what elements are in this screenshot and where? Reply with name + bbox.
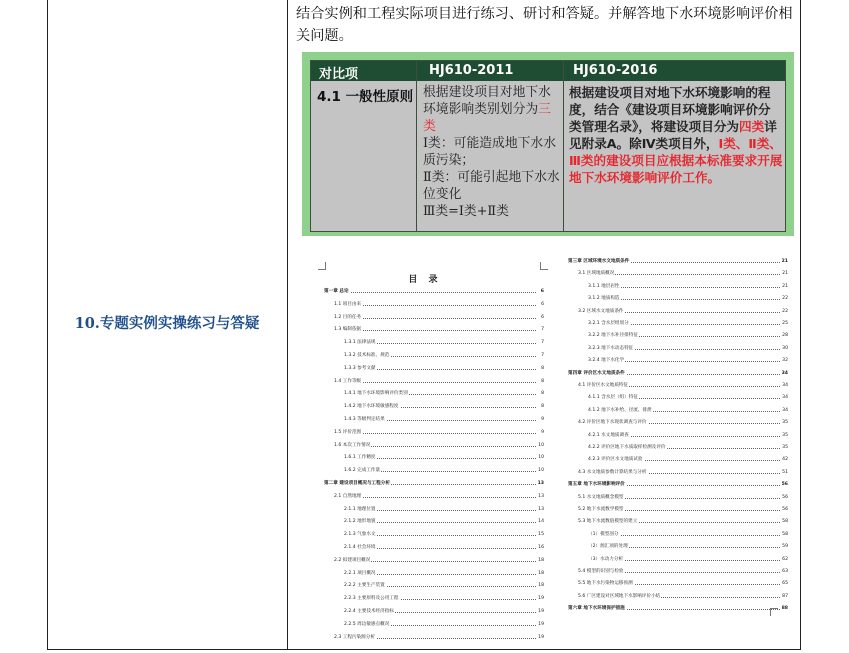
toc-row	[304, 531, 546, 539]
old-line: Ⅲ类=I类+Ⅱ类	[423, 204, 509, 219]
toc-entry-page: 30	[782, 345, 788, 351]
toc-row	[548, 543, 790, 551]
toc-row	[548, 494, 790, 502]
toc-entry-title: 3.2.1 含水层组划分	[588, 321, 629, 326]
toc-page-left	[304, 248, 546, 640]
old-text: 根据建设项目对地下水环境影响类别划分为	[423, 85, 551, 117]
toc-row	[548, 556, 790, 564]
toc-entry-page: 28	[782, 333, 788, 339]
toc-entry-page: 8	[541, 378, 544, 384]
toc-entry-title: 第三章 区域环境水文地质条件	[568, 259, 630, 264]
toc-entry-page: 25	[782, 321, 788, 326]
toc-entry-title: 3.1.2 地质构造	[588, 296, 620, 302]
toc-entry-title: 1.4.3 等级判定结果	[344, 417, 385, 422]
toc-entry-title: 1.3.2 技术标准、规范	[344, 353, 390, 358]
toc-row	[304, 390, 546, 398]
toc-entry-title: 2.1.3 气象水文	[344, 532, 376, 538]
toc-row	[548, 332, 790, 340]
toc-entry-page: 13	[538, 506, 544, 512]
toc-entry-page: 8	[541, 365, 544, 371]
toc-row	[304, 339, 546, 347]
header-old-standard: HJ610-2011	[429, 63, 514, 78]
toc-row	[548, 419, 790, 427]
toc-entry-title: （3）水动力分析	[588, 556, 624, 562]
toc-entry-title: 2.1.2 地形地貌	[344, 519, 376, 525]
toc-row	[304, 416, 546, 424]
comparison-header-row	[311, 61, 785, 81]
toc-entry-page: 18	[538, 557, 544, 563]
toc-row	[548, 481, 790, 489]
comparison-col-sep	[416, 61, 417, 231]
toc-entry-title: 4.2.1 水文地质调查	[588, 432, 629, 438]
toc-row	[304, 595, 546, 603]
toc-entry-page: 7	[541, 353, 544, 358]
toc-entry-page: 32	[782, 358, 788, 364]
toc-entry-page: 10	[538, 468, 544, 474]
toc-entry-title: 4.1 评价区水文地质特征	[578, 383, 629, 388]
toc-entry-title: 3.2 区域水文地质条件	[578, 308, 624, 314]
toc-entry-page: 21	[782, 271, 788, 277]
toc-row	[548, 308, 790, 316]
section-title: 10.专题实例实操练习与答疑	[74, 315, 260, 332]
toc-entry-title: 2.2.3 主要原料及公用工程	[344, 596, 399, 602]
toc-row	[548, 568, 790, 576]
toc-row	[548, 357, 790, 365]
toc-entry-title: 5.6 厂区建设对区域地下水影响评价小结	[578, 593, 661, 599]
toc-entry-page: 7	[541, 340, 544, 346]
toc-row	[304, 314, 546, 322]
toc-entry-page: 34	[782, 407, 788, 413]
toc-entry-title: 1.4 工作等级	[334, 378, 362, 384]
toc-row	[304, 442, 546, 450]
toc-entry-title: 1.6.1 工作精度	[344, 455, 376, 461]
toc-row	[548, 432, 790, 440]
toc-entry-title: 2.2.1 项目概况	[344, 570, 376, 576]
toc-entry-page: 15	[538, 532, 544, 538]
toc-row	[304, 403, 546, 411]
toc-entry-page: 22	[782, 296, 788, 302]
toc-entry-page: 8	[541, 391, 544, 397]
toc-row	[304, 467, 546, 475]
toc-row	[304, 326, 546, 334]
toc-entry-title: 第五章 地下水环境影响评价	[568, 482, 625, 488]
new-text-highlight: 四类	[739, 119, 765, 134]
toc-row	[304, 506, 546, 514]
old-text-highlight: 三类	[423, 102, 551, 134]
toc-entry-title: 2.1.4 社会环境	[344, 545, 376, 550]
toc-row	[548, 258, 790, 266]
new-text: 详见附录A。除Ⅳ类项目外，	[569, 119, 777, 151]
toc-entry-page: 51	[782, 469, 788, 475]
comparison-col-sep	[563, 61, 564, 231]
toc-row	[548, 320, 790, 328]
toc-row	[548, 593, 790, 601]
toc-row	[548, 580, 790, 588]
toc-entry-title: 5.5 地下水污染物运移预测	[578, 581, 633, 587]
toc-entry-title: 1.4.1 地下水环境影响评价类别	[344, 391, 408, 397]
toc-entry-page: 14	[538, 519, 544, 525]
toc-entry-title: 3.1.1 地层岩性	[588, 283, 620, 289]
toc-entry-title: 4.2.3 评价区水文地质试验	[588, 457, 643, 463]
toc-row	[548, 506, 790, 514]
toc-entry-page: 42	[782, 457, 788, 463]
toc-row	[548, 270, 790, 278]
toc-entry-title: 第四章 评价区水文地质条件	[568, 370, 625, 376]
toc-entry-page: 35	[782, 420, 788, 426]
toc-entry-title: 第六章 地下水环境保护措施	[568, 606, 625, 612]
toc-entry-title: 1.4.2 地下水环境敏感程度	[344, 404, 399, 410]
toc-row	[304, 634, 546, 642]
toc-entry-title: 4.1.1 含水层（组）特征	[588, 395, 638, 401]
toc-row	[304, 493, 546, 501]
toc-entry-title: 2.1 自然地理	[334, 493, 362, 499]
toc-row	[548, 444, 790, 452]
toc-entry-title: 4.2 评价区地下水现状调查与评价	[578, 420, 647, 426]
toc-row	[304, 544, 546, 552]
toc-row	[304, 301, 546, 309]
toc-leader	[334, 433, 536, 434]
toc-row	[548, 370, 790, 378]
toc-entry-page: 22	[782, 308, 788, 314]
toc-entry-page: 9	[541, 417, 544, 422]
intro-paragraph: 结合实例和工程实际项目进行练习、研讨和答疑。并解答地下水环境影响评价相关问题。	[296, 6, 793, 44]
toc-entry-title: 2.2.5 周边敏感点概况	[344, 621, 390, 627]
toc-leader	[334, 497, 536, 498]
comparison-table	[310, 60, 786, 232]
header-new-standard: HJ610-2016	[573, 63, 658, 78]
toc-leader	[334, 318, 536, 319]
toc-entry-page: 18	[538, 570, 544, 576]
toc-row	[304, 608, 546, 616]
toc-entry-page: 58	[782, 519, 788, 525]
toc-entry-page: 34	[781, 370, 788, 376]
toc-row	[304, 621, 546, 629]
toc-entry-page: 18	[538, 583, 544, 589]
toc-entry-page: 21	[781, 259, 788, 264]
toc-entry-title: 3.2.2 地下水补径排特征	[588, 333, 638, 339]
toc-row	[548, 605, 790, 613]
toc-entry-page: 56	[782, 507, 788, 512]
toc-row	[548, 456, 790, 464]
toc-entry-title: 1.1 项目由来	[334, 301, 362, 307]
toc-entry-page: 16	[538, 545, 544, 550]
toc-leader	[324, 292, 536, 293]
comparison-old-cell	[423, 84, 561, 220]
toc-entry-title: 5.2 地下水流数学模型	[578, 507, 624, 512]
toc-row	[304, 582, 546, 590]
toc-entry-page: 65	[782, 581, 788, 587]
toc-row	[304, 429, 546, 437]
toc-entry-title: 1.6.2 完成工作量	[344, 468, 381, 474]
toc-row	[304, 518, 546, 526]
toc-entry-page: 8	[541, 404, 544, 410]
toc-entry-page: 10	[538, 455, 544, 461]
toc-entry-page: 19	[538, 621, 544, 627]
page-corner-mark	[540, 262, 548, 270]
toc-entry-page: 6	[541, 314, 544, 320]
toc-row	[548, 518, 790, 526]
toc-entry-title: 5.3 地下水流数值模型的建立	[578, 519, 638, 525]
toc-entry-page: 7	[541, 327, 544, 333]
toc-row	[548, 283, 790, 291]
toc-row	[304, 570, 546, 578]
toc-row	[548, 345, 790, 353]
toc-entry-page: 87	[782, 593, 788, 599]
toc-entry-page: 58	[782, 531, 788, 537]
toc-entry-page: 21	[782, 283, 788, 289]
toc-entry-page: 35	[782, 445, 788, 450]
toc-row	[548, 394, 790, 402]
toc-entry-title: 第一章 总论	[324, 289, 349, 294]
toc-entry-page: 88	[781, 606, 788, 612]
toc-entry-title: 1.5 评价范围	[334, 429, 362, 435]
toc-entry-title: 第二章 建设项目概况与工程分析	[324, 481, 390, 486]
toc-entry-title: 5.1 水文地质概念模型	[578, 494, 624, 500]
new-text: 根据建设项目对地下水环境影响的程度，结合《建设项目环境影响评价分类管理名录》，将建设项目分为	[569, 85, 771, 134]
header-item: 对比项	[319, 67, 359, 82]
toc-entry-title: 1.3 编制依据	[334, 327, 362, 333]
toc-entry-page: 62	[782, 556, 788, 562]
toc-entry-title: 1.6 本次工作情况	[334, 442, 371, 448]
toc-row	[548, 407, 790, 415]
toc-entry-page: 34	[782, 395, 788, 401]
toc-entry-title: 3.2.3 地下水动态特征	[588, 345, 634, 351]
toc-page-right	[548, 248, 790, 628]
toc-entry-page: 19	[538, 596, 544, 602]
toc-row	[304, 365, 546, 373]
toc-entry-title: 1.3.1 法律法规	[344, 340, 376, 346]
old-line: I类：可能造成地下水水质污染；	[423, 136, 557, 168]
comparison-image	[302, 52, 794, 236]
toc-row	[548, 295, 790, 303]
toc-row	[548, 382, 790, 390]
toc-entry-page: 13	[538, 493, 544, 499]
toc-entry-title: 2.1.1 地理位置	[344, 506, 376, 512]
toc-entry-page: 13	[537, 481, 544, 486]
toc-row	[304, 454, 546, 462]
toc-entry-page: 56	[781, 482, 788, 488]
column-divider	[287, 0, 288, 650]
toc-row	[548, 531, 790, 539]
toc-row	[548, 469, 790, 477]
comparison-item: 4.1 一般性原则	[317, 89, 414, 105]
toc-leader	[334, 382, 536, 383]
toc-row	[304, 480, 546, 488]
toc-entry-title: 1.3.3 参考文献	[344, 365, 376, 371]
toc-entry-page: 56	[782, 494, 788, 500]
toc-leader	[334, 330, 536, 331]
toc-entry-title: 2.3 工程污染源分析	[334, 634, 375, 640]
toc-entry-page: 35	[782, 432, 788, 438]
toc-entry-title: 5.4 模型的识别与检验	[578, 569, 624, 574]
toc-entry-title: 4.1.2 地下水补给、径流、排泄	[588, 407, 652, 413]
toc-entry-page: 63	[782, 569, 788, 574]
page-corner-mark	[318, 262, 326, 270]
toc-leader	[334, 305, 536, 306]
toc-entry-page: 34	[782, 383, 788, 388]
toc-entry-title: 3.1 区域地质概况	[578, 271, 615, 277]
toc-row	[304, 557, 546, 565]
toc-entry-page: 6	[541, 301, 544, 307]
toc-entry-title: 2.2.2 主要生产装置	[344, 583, 385, 589]
toc-row	[304, 378, 546, 386]
toc-entry-page: 9	[541, 429, 544, 435]
toc-entry-page: 19	[538, 609, 544, 614]
new-text-highlight: Ⅰ类、Ⅱ类、Ⅲ类的建设项目应根据本标准要求开展地下水环境影响评价工作。	[569, 136, 783, 185]
toc-entry-page: 59	[782, 544, 788, 550]
toc-entry-title: 2.2 拟建项目概况	[334, 557, 371, 563]
toc-entry-title: （1）模型剖分	[588, 531, 619, 537]
toc-entry-page: 19	[538, 634, 544, 640]
toc-entry-page: 6	[540, 289, 544, 294]
toc-entry-title: （2）源汇项的处理	[588, 544, 628, 550]
toc-row	[304, 288, 546, 296]
toc-entry-title: 1.2 目的任务	[334, 314, 362, 320]
toc-title: 目 录	[408, 275, 442, 285]
toc-entry-title: 2.2.4 主要技术经济指标	[344, 609, 394, 614]
toc-entry-page: 10	[538, 442, 544, 448]
old-line: Ⅱ类：可能引起地下水水位变化	[423, 170, 560, 202]
toc-entry-title: 4.3 水文地质参数计算结果与分析	[578, 469, 647, 475]
toc-entry-title: 4.2.2 评价区地下水质取样检测及评价	[588, 445, 666, 450]
comparison-new-cell	[569, 84, 783, 186]
toc-row	[304, 352, 546, 360]
toc-entry-title: 3.2.4 地下水化学	[588, 358, 625, 364]
